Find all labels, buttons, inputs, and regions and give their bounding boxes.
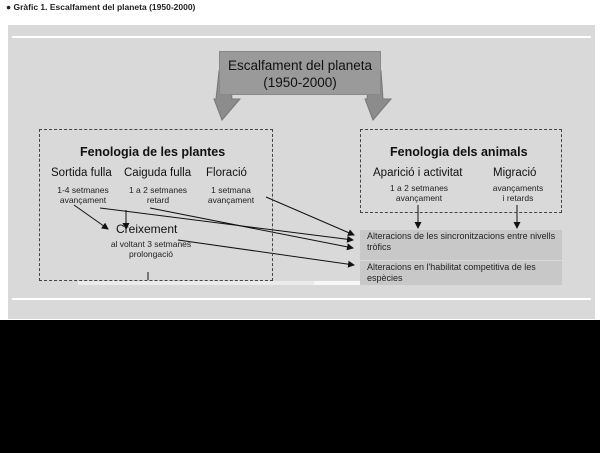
plants-heading: Fenologia de les plantes xyxy=(80,145,226,159)
aparicio-detail-2: avançament xyxy=(395,193,443,203)
migracio-label: Migració xyxy=(493,167,537,179)
sortida-label: Sortida fulla xyxy=(51,167,112,179)
floracio-label: Floració xyxy=(206,167,247,179)
migracio-detail-2: i retards xyxy=(502,193,534,203)
creixement-detail-2: prolongació xyxy=(129,249,173,259)
footer-strip-left xyxy=(78,281,314,285)
figure-caption: ● Gràfic 1. Escalfament del planeta (1950-2000) xyxy=(6,2,196,12)
caiguda-label: Caiguda fulla xyxy=(124,167,192,179)
caption-text: Gràfic 1. Escalfament del planeta (1950-2000) xyxy=(13,2,196,12)
footer-strip-right xyxy=(314,281,360,285)
arrow-floracio-result xyxy=(266,197,354,235)
caiguda-detail-2: retard xyxy=(146,195,170,205)
title-line-1: Escalfament del planeta xyxy=(227,58,373,73)
floracio-detail-1: 1 setmana xyxy=(211,185,251,195)
aparicio-detail xyxy=(386,183,452,203)
aparicio-label: Aparició i activitat xyxy=(373,167,463,179)
floracio-detail xyxy=(204,185,258,205)
creixement-detail-1: al voltant 3 setmanes xyxy=(110,239,192,249)
creixement-detail xyxy=(103,239,199,259)
caiguda-detail-1: 1 a 2 setmanes xyxy=(128,185,188,195)
result-sincronitzacions: Alteracions de les sincronitzacions entre nivells tròfics xyxy=(360,230,562,260)
sortida-detail-1: 1-4 setmanes xyxy=(57,185,109,195)
creixement-label: Creixement xyxy=(116,222,178,236)
result-habilitat: Alteracions en l'habilitat competitiva de les espècies xyxy=(360,261,562,285)
caiguda-detail xyxy=(126,185,190,205)
migracio-detail xyxy=(490,183,546,203)
migracio-detail-1: avançaments xyxy=(492,183,544,193)
title-line-2: (1950-2000) xyxy=(263,75,337,90)
aparicio-detail-1: 1 a 2 setmanes xyxy=(389,183,449,193)
sortida-detail-2: avançament xyxy=(59,195,107,205)
diagram-panel xyxy=(8,25,595,319)
animals-heading: Fenologia dels animals xyxy=(390,145,528,159)
sortida-detail xyxy=(53,185,113,205)
floracio-detail-2: avançament xyxy=(207,195,255,205)
title-box xyxy=(219,51,381,95)
